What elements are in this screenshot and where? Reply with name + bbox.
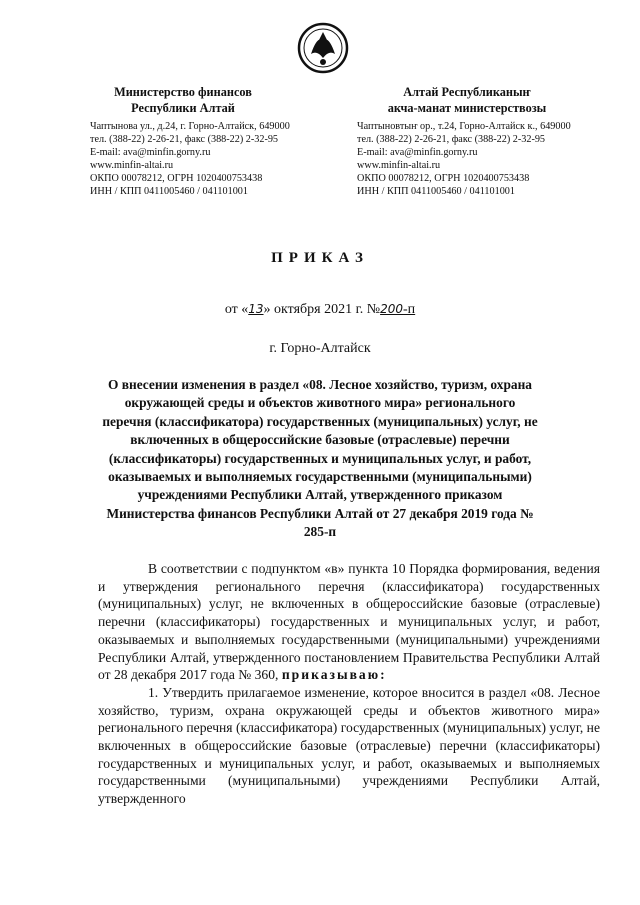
org-name-ru-line1: Министерство финансов: [114, 85, 252, 99]
date-middle: » октября 2021 г. №: [263, 302, 381, 317]
address-ru: Чаптынова ул., д.24, г. Горно-Алтайск, 649000: [90, 121, 290, 132]
website-alt: www.minfin-altai.ru: [357, 160, 441, 171]
order-word: приказываю:: [281, 667, 387, 683]
date-line: [0, 302, 640, 318]
inn-alt: ИНН / КПП 0411005460 / 041101001: [357, 186, 515, 197]
paragraph-preamble: [98, 560, 600, 684]
document-subject: О внесении изменения в раздел «08. Лесное хозяйство, туризм, охрана окружающей среды и объектов животного мира» регионального перечня (классификатора) государственных (муниципальных) услуг, не включенных в общероссийские базовые (отраслевые) перечни (классификаторы) государственных и муниципальных услуг, и работ, оказываемых и выполняемых государственными (муниципальными) учреждениями Республики Алтай, утвержденного приказом Министерства финансов Республики Алтай от 27 декабря 2019 года № 285-п: [102, 377, 538, 540]
phone-alt: тел. (388-22) 2-26-21, факс (388-22) 2-32-95: [357, 134, 546, 145]
email-alt: E-mail: ava@minfin.gorny.ru: [357, 147, 478, 158]
document-title: ПРИКАЗ: [271, 250, 369, 266]
header-left: [90, 84, 330, 198]
document-body: [98, 560, 600, 808]
date-prefix: от «: [224, 302, 249, 317]
city: г. Горно-Алтайск: [269, 341, 371, 356]
preamble-text: В соответствии с подпунктом «в» пункта 10 Порядка формирования, ведения и утверждения регионального перечня (классификатора) государственных (муниципальных) услуг, не включенных в общероссийские базовые (отраслевые) перечни (классификаторы) государственных и муниципальных услуг, и работ, оказываемых и выполняемых государственными (муниципальными) учреждениями Республики Алтай, утвержденного постановлением Правительства Республики Алтай от 28 декабря 2017 года № 360,: [98, 561, 600, 683]
date-day: 13: [248, 302, 264, 316]
inn-ru: ИНН / КПП 0411005460 / 041101001: [90, 186, 248, 197]
order-number-suffix: -п: [403, 302, 416, 317]
paragraph-item-1: 1. Утвердить прилагаемое изменение, которое вносится в раздел «08. Лесное хозяйство, туризм, охрана окружающей среды и объектов животного мира» регионального перечня (классификатора) государственных (муниципальных) услуг, не включенных в общероссийские базовые (отраслевые) перечни (классификаторы) государственных и муниципальных услуг, и работ, оказываемых и выполняемых государственными (муниципальными) учреждениями Республики Алтай, утвержденного: [98, 684, 600, 807]
email-ru: E-mail: ava@minfin.gorny.ru: [90, 147, 211, 158]
org-name-alt-line2: акча-манат министерствозы: [387, 101, 547, 115]
coat-of-arms-icon: [297, 22, 349, 74]
order-number: 200: [380, 302, 404, 316]
website-ru: www.minfin-altai.ru: [90, 160, 174, 171]
org-name-alt-line1: Алтай Республиканыҥ: [403, 85, 531, 99]
okpo-ru: ОКПО 00078212, ОГРН 1020400753438: [90, 173, 263, 184]
org-name-ru-line2: Республики Алтай: [131, 101, 235, 115]
header-right: [357, 84, 607, 198]
address-alt: Чаптыновтыҥ ор., т.24, Горно-Алтайск к., 649000: [357, 121, 571, 132]
okpo-alt: ОКПО 00078212, ОГРН 1020400753438: [357, 173, 530, 184]
phone-ru: тел. (388-22) 2-26-21, факс (388-22) 2-32-95: [90, 134, 279, 145]
